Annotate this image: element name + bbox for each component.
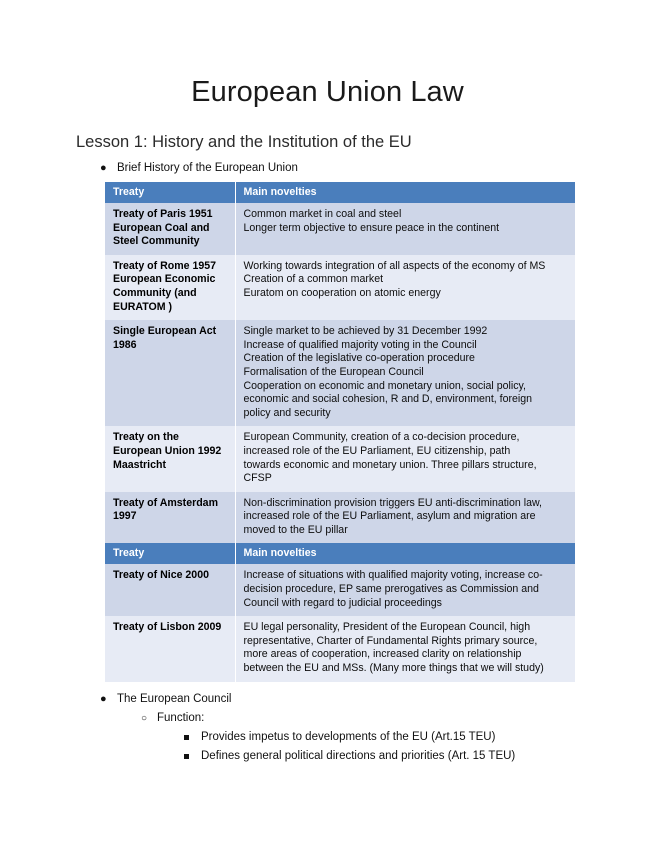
bullet-circle-icon: ○ [141,713,148,724]
table-body [105,203,575,682]
novelty-line: EU legal personality, President of the European Council, high [243,621,531,634]
outline-list [0,690,655,766]
cell-main-novelties [235,426,575,491]
novelty-line: Common market in coal and steel [243,208,402,220]
novelty-line: decision procedure, EP same prerogatives as Commission and [243,583,539,596]
table-row [105,426,575,491]
cell-treaty [105,492,235,544]
table-row [105,492,575,544]
treaty-line: European Economic [113,273,216,286]
table-row [105,616,575,681]
treaty-line: European Union 1992 [113,444,222,457]
novelty-line: towards economic and monetary union. Three pillars structure, [243,458,537,471]
treaty-line: European Coal and [113,221,210,234]
outline-item-function-2 [201,747,655,766]
cell-main-novelties [235,616,575,681]
page-title: European Union Law [191,76,464,108]
novelty-line: policy and security [243,406,331,419]
outline-label: The European Council [117,693,232,705]
treaty-line: Steel Community [113,235,200,248]
novelty-line: between the EU and MSs. (Many more things that we will study) [243,662,544,675]
treaty-line: Single European Act [113,325,217,338]
treaty-line: Maastricht [113,458,166,471]
outline-item-european-council [100,690,655,709]
novelty-line: more areas of cooperation, increased clarity on relationship [243,648,522,661]
bullet-disc-icon: ● [100,693,107,705]
novelty-line: Working towards integration of all aspects of the economy of MS [243,259,546,272]
novelty-line: Creation of a common market [243,273,384,286]
table-row [105,203,575,255]
novelty-line: Council with regard to judicial proceedings [243,596,442,609]
treaty-line: Treaty of Paris 1951 [113,208,213,220]
cell-treaty [105,564,235,616]
outline-label: Function: [157,712,205,724]
cell-main-novelties [235,203,575,255]
treaty-line: EURATOM ) [113,300,173,313]
novelty-line: Single market to be achieved by 31 December 1992 [243,325,488,338]
treaty-line: Community (and [113,286,197,299]
novelty-line: Increase of qualified majority voting in the Council [243,338,477,351]
outline-item-function-1 [201,728,655,747]
outline-item-function [141,709,655,728]
novelty-line: Non-discrimination provision triggers EU anti-discrimination law, [243,496,543,509]
treaty-line: Treaty of Nice 2000 [113,569,209,582]
treaty-history-table [105,182,575,682]
cell-treaty [105,203,235,255]
treaty-line: Treaty of Amsterdam [113,496,218,509]
intro-bullet-label: Brief History of the European Union [117,162,298,174]
cell-main-novelties [235,320,575,426]
column-header-main-novelties: Main novelties [235,543,575,564]
table-row [105,320,575,426]
novelty-line: Creation of the legislative co-operation procedure [243,352,475,365]
treaty-line: Treaty on the [113,431,179,444]
outline-label: Defines general political directions and priorities (Art. 15 TEU) [201,750,516,762]
table-row [105,255,575,320]
bullet-square-icon [184,754,189,759]
cell-treaty [105,320,235,426]
bullet-square-icon [184,735,189,740]
novelty-line: Increase of situations with qualified majority voting, increase co- [243,569,543,582]
novelty-line: moved to the EU pillar [243,523,348,536]
treaty-line: Treaty of Lisbon 2009 [113,621,222,634]
table-header-repeat [105,543,575,564]
treaty-line: 1986 [113,338,137,351]
novelty-line: Longer term objective to ensure peace in the continent [243,221,500,234]
lesson-heading: Lesson 1: History and the Institution of the EU [76,133,412,151]
novelty-line: European Community, creation of a co-decision procedure, [243,431,520,444]
novelty-line: Formalisation of the European Council [243,365,424,378]
cell-main-novelties [235,492,575,544]
novelty-line: increased role of the EU Parliament, EU citizenship, path [243,444,511,457]
table-header-top [105,182,575,203]
novelty-line: increased role of the EU Parliament, asylum and migration are [243,510,536,523]
outline-label: Provides impetus to developments of the EU (Art.15 TEU) [201,731,496,743]
novelty-line: representative, Charter of Fundamental Rights primary source, [243,634,538,647]
cell-main-novelties [235,564,575,616]
bullet-disc-icon: ● [100,162,107,174]
novelty-line: Euratom on cooperation on atomic energy [243,286,441,299]
cell-main-novelties [235,255,575,320]
novelty-line: Cooperation on economic and monetary union, social policy, [243,379,526,392]
novelty-line: economic and social cohesion, R and D, environment, foreign [243,393,533,406]
column-header-main-novelties: Main novelties [235,182,575,203]
cell-treaty [105,426,235,491]
cell-treaty [105,255,235,320]
treaty-line: Treaty of Rome 1957 [113,259,217,272]
treaty-line: 1997 [113,510,137,523]
table-row [105,564,575,616]
novelty-line: CFSP [243,472,272,485]
column-header-treaty: Treaty [105,182,235,203]
column-header-treaty: Treaty [105,543,235,564]
cell-treaty [105,616,235,681]
intro-bullet-item [100,161,298,176]
